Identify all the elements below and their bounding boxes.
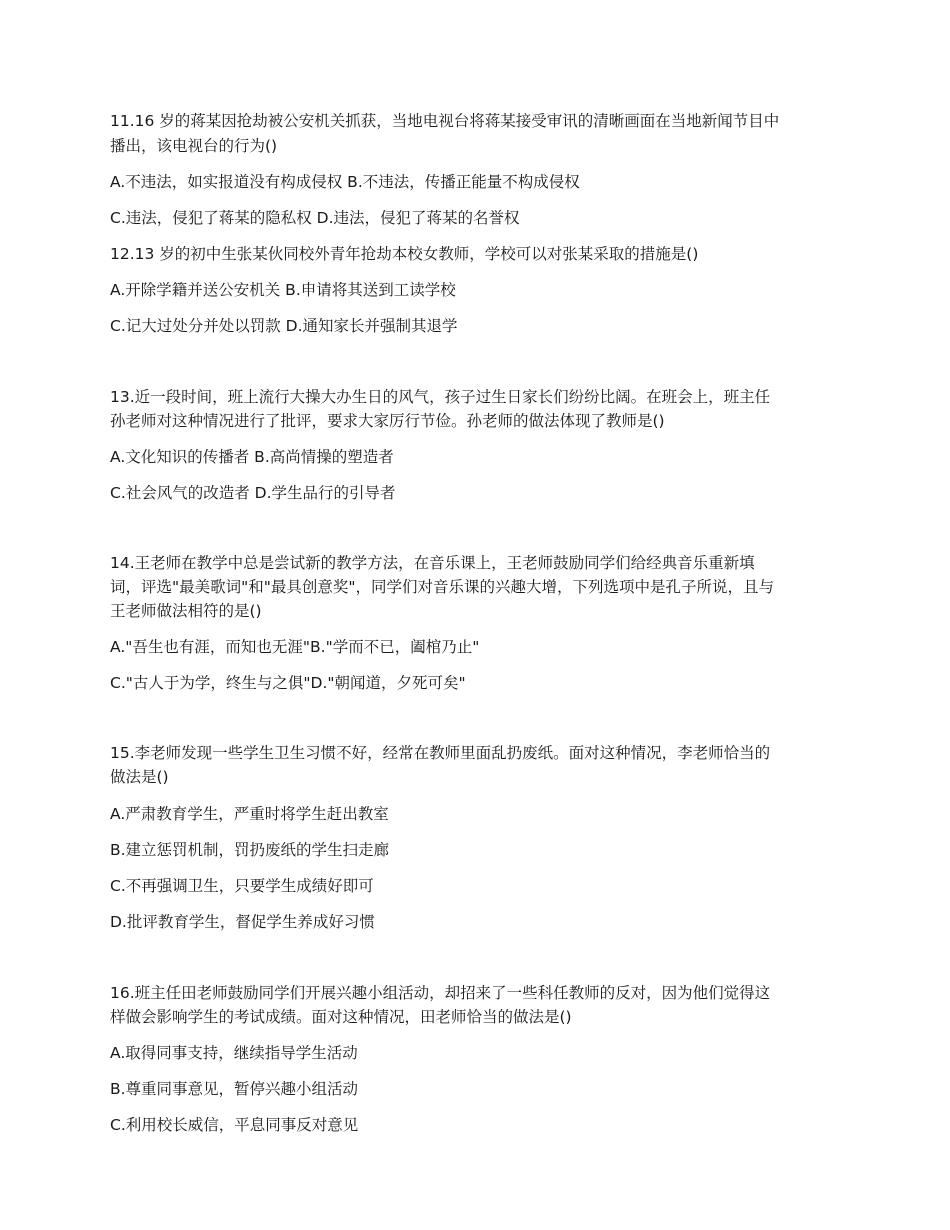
question-16-option-c: C.利用校长威信，平息同事反对意见 [110,1116,359,1134]
question-13-option-line-2: C.社会风气的改造者 D.学生品行的引导者 [110,484,396,502]
question-11-stem-line-2: 播出，该电视台的行为() [110,137,278,155]
question-13-stem-line-2: 孙老师对这种情况进行了批评，要求大家厉行节俭。孙老师的做法体现了教师是() [110,412,665,430]
question-12-option-line-2: C.记大过处分并处以罚款 D.通知家长并强制其退学 [110,317,458,335]
question-11-option-line-1: A.不违法，如实报道没有构成侵权 B.不违法，传播正能量不构成侵权 [110,173,580,191]
question-15-option-c: C.不再强调卫生，只要学生成绩好即可 [110,877,374,895]
question-15-option-b: B.建立惩罚机制，罚扔废纸的学生扫走廊 [110,841,390,859]
question-12-option-line-1: A.开除学籍并送公安机关 B.申请将其送到工读学校 [110,281,456,299]
question-14-stem-line-1: 14.王老师在教学中总是尝试新的教学方法，在音乐课上，王老师鼓励同学们给经典音乐重新填 [110,554,755,572]
question-12-stem-line-1: 12.13 岁的初中生张某伙同校外青年抢劫本校女教师，学校可以对张某采取的措施是() [110,245,699,263]
question-15-stem-line-2: 做法是() [110,768,169,786]
question-14-option-line-1: A."吾生也有涯，而知也无涯"B."学而不已，阖棺乃止" [110,638,480,656]
question-14-option-line-2: C."古人于为学，终生与之俱"D."朝闻道，夕死可矣" [110,674,466,692]
question-14-stem-line-2: 词，评选"最美歌词"和"最具创意奖"，同学们对音乐课的兴趣大增，下列选项中是孔子所说，且与 [110,578,775,596]
question-13-stem-line-1: 13.近一段时间，班上流行大操大办生日的风气，孩子过生日家长们纷纷比阔。在班会上，班主任 [110,388,771,406]
question-16-stem-line-2: 样做会影响学生的考试成绩。面对这种情况，田老师恰当的做法是() [110,1008,572,1026]
question-15-option-d: D.批评教育学生，督促学生养成好习惯 [110,913,375,931]
question-13-option-line-1: A.文化知识的传播者 B.高尚情操的塑造者 [110,448,394,466]
question-11-option-line-2: C.违法，侵犯了蒋某的隐私权 D.违法，侵犯了蒋某的名誉权 [110,209,520,227]
question-15-stem-line-1: 15.李老师发现一些学生卫生习惯不好，经常在教师里面乱扔废纸。面对这种情况，李老师恰当的 [110,744,771,762]
question-15-option-a: A.严肃教育学生，严重时将学生赶出教室 [110,805,389,823]
question-14-stem-line-3: 王老师做法相符的是() [110,602,262,620]
question-11-stem-line-1: 11.16 岁的蒋某因抢劫被公安机关抓获，当地电视台将蒋某接受审讯的清晰画面在当地新闻节目中 [110,112,780,130]
question-16-option-a: A.取得同事支持，继续指导学生活动 [110,1044,358,1062]
question-16-stem-line-1: 16.班主任田老师鼓励同学们开展兴趣小组活动，却招来了一些科任教师的反对，因为他们觉得这 [110,984,771,1002]
question-16-option-b: B.尊重同事意见，暂停兴趣小组活动 [110,1080,359,1098]
